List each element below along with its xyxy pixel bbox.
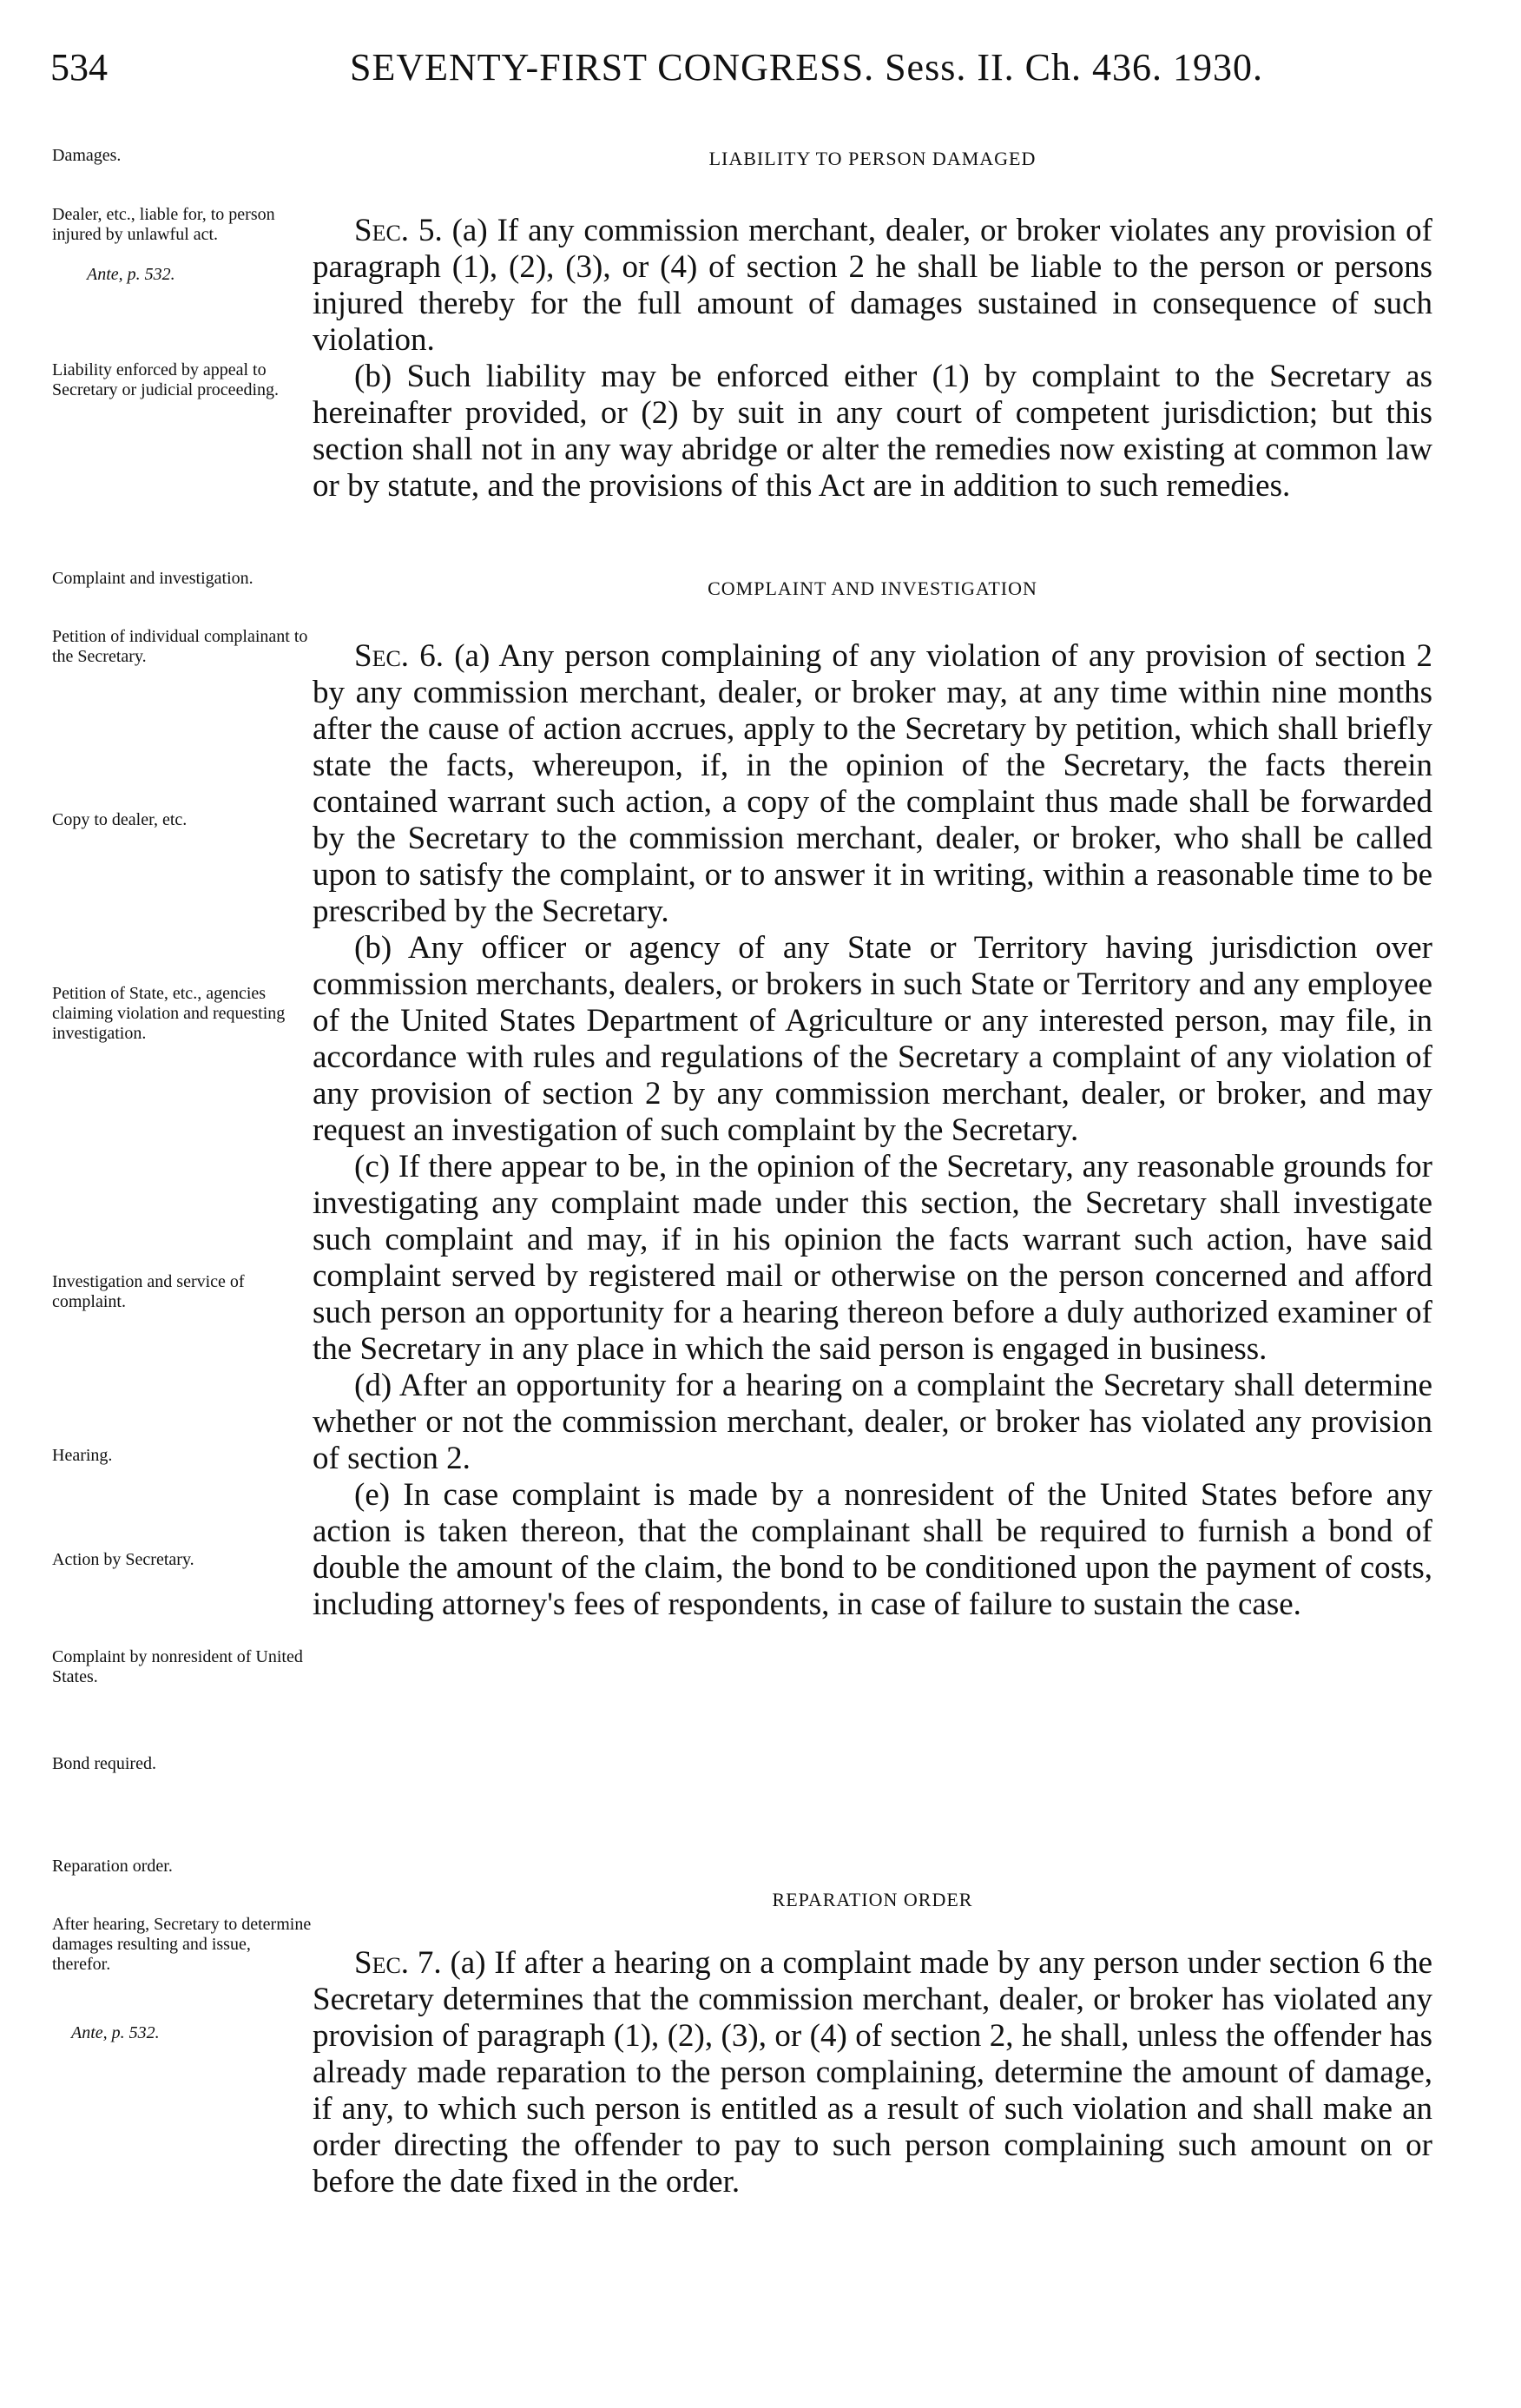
heading-complaint: COMPLAINT AND INVESTIGATION	[708, 577, 1037, 599]
sec6-para-e: (e) In case complaint is made by a nonresident of the United States before any action is taken thereon, that the complainant shall be required to furnish a bond of double the amount of the claim, the bond to be conditioned upon the payment of costs, including attorney's fees of respondents, in case of failure to sustain the case.	[313, 1477, 1432, 1622]
margin-note-ante-2: Ante, p. 532.	[71, 2023, 160, 2042]
sec6-a-text: (a) Any person complaining of any violation of any provision of section 2 by any commission merchant, dealer, or broker may, at any time within nine months after the cause of action accrues, apply to the Secretary by petition, which shall briefly state the facts, whereupon, if, in the opinion of the Secretary, the facts therein contained warrant such action, a copy of the complaint thus made shall be forwarded by the Secretary to the commission merchant, dealer, or broker, who shall be called upon to satisfy the complaint, or to answer it in writing, within a reasonable time to be prescribed by the Secretary.	[313, 638, 1432, 929]
section-6	[313, 638, 1432, 1623]
sec7-a-text: (a) If after a hearing on a complaint made by any person under section 6 the Secretary determines that the commission merchant, dealer, or broker has violated any provision of paragraph (1), (2), (3), or (4) of section 2, he shall, unless the offender has already made reparation to the person complaining, determine the amount of damage, if any, to which such person is entitled as a result of such violation and shall make an order directing the offender to pay to such person complaining such amount on or before the date fixed in the order.	[313, 1945, 1433, 2200]
section-5	[313, 213, 1432, 505]
margin-note-ante-1: Ante, p. 532.	[87, 265, 175, 284]
sec5-para-a	[313, 213, 1432, 359]
sec6-para-a	[313, 638, 1432, 930]
margin-note-liability-enforced: Liability enforced by appeal to Secretary or judicial proceeding.	[52, 360, 279, 399]
margin-note-dealer-liable: Dealer, etc., liable for, to person injured by unlawful act.	[52, 205, 275, 244]
margin-note-hearing: Hearing.	[52, 1446, 113, 1465]
sec5-a-text: (a) If any commission merchant, dealer, or broker violates any provision of paragraph (1), (2), (3), or (4) of section 2 he shall be liable to the person or persons injured thereby for the full amount of damages sustained in consequence of such violation.	[313, 213, 1432, 358]
sec6-para-c: (c) If there appear to be, in the opinion of the Secretary, any reasonable grounds for investigating any complaint made under this section, the Secretary shall investigate such complaint and may, if in his opinion the facts warrant such action, have said complaint served by registered mail or otherwise on the person concerned and afford such person an opportunity for a hearing thereon before a duly authorized examiner of the Secretary in any place in which the said person is engaged in business.	[313, 1149, 1432, 1367]
margin-note-action-secretary: Action by Secretary.	[52, 1550, 194, 1569]
running-header	[50, 45, 1439, 97]
margin-note-damages: Damages.	[52, 146, 122, 165]
margin-note-petition-state: Petition of State, etc., agencies claiming violation and requesting investigation.	[52, 984, 286, 1043]
sec6-para-d: (d) After an opportunity for a hearing on a complaint the Secretary shall determine whether or not the commission merchant, dealer, or broker has violated any provision of section 2.	[313, 1368, 1432, 1476]
running-head-title: SEVENTY-FIRST CONGRESS. Sess. II. Ch. 436. 1930.	[350, 46, 1263, 89]
sec5-para-b: (b) Such liability may be enforced either (1) by complaint to the Secretary as hereinafter provided, or (2) by suit in any court of competent jurisdiction; but this section shall not in any way abridge or alter the remedies now existing at common law or by statute, and the provisions of this Act are in addition to such remedies.	[313, 359, 1432, 504]
section-7	[313, 1945, 1432, 2200]
heading-liability: LIABILITY TO PERSON DAMAGED	[708, 148, 1037, 169]
margin-note-complaint-nonresident: Complaint by nonresident of United States.	[52, 1647, 303, 1686]
heading-reparation: REPARATION ORDER	[772, 1889, 973, 1910]
margin-note-after-hearing: After hearing, Secretary to determine damages resulting and issue, therefor.	[52, 1915, 312, 1974]
margin-note-reparation-order: Reparation order.	[52, 1857, 173, 1876]
sec7-label: Sec. 7.	[354, 1945, 442, 1981]
margin-note-bond-required: Bond required.	[52, 1754, 156, 1773]
margin-note-petition-individual: Petition of individual complainant to the Secretary.	[52, 627, 308, 666]
sec6-label: Sec. 6.	[354, 638, 444, 674]
sec7-para-a	[313, 1945, 1432, 2200]
margin-note-copy-to-dealer: Copy to dealer, etc.	[52, 810, 188, 829]
sec6-para-b: (b) Any officer or agency of any State or Territory having jurisdiction over commission merchants, dealers, or brokers in such State or Territory and any employee of the United States Department of Agriculture or any interested person, may file, in accordance with rules and regulations of the Secretary a complaint of any violation of any provision of section 2 by any commission merchant, dealer, or broker, and may request an investigation of such complaint by the Secretary.	[313, 930, 1432, 1148]
margin-note-complaint-investigation: Complaint and investigation.	[52, 569, 254, 588]
margin-note-investigation-service: Investigation and service of complaint.	[52, 1272, 245, 1311]
page-number: 534	[50, 46, 108, 89]
sec5-label: Sec. 5.	[354, 213, 443, 248]
